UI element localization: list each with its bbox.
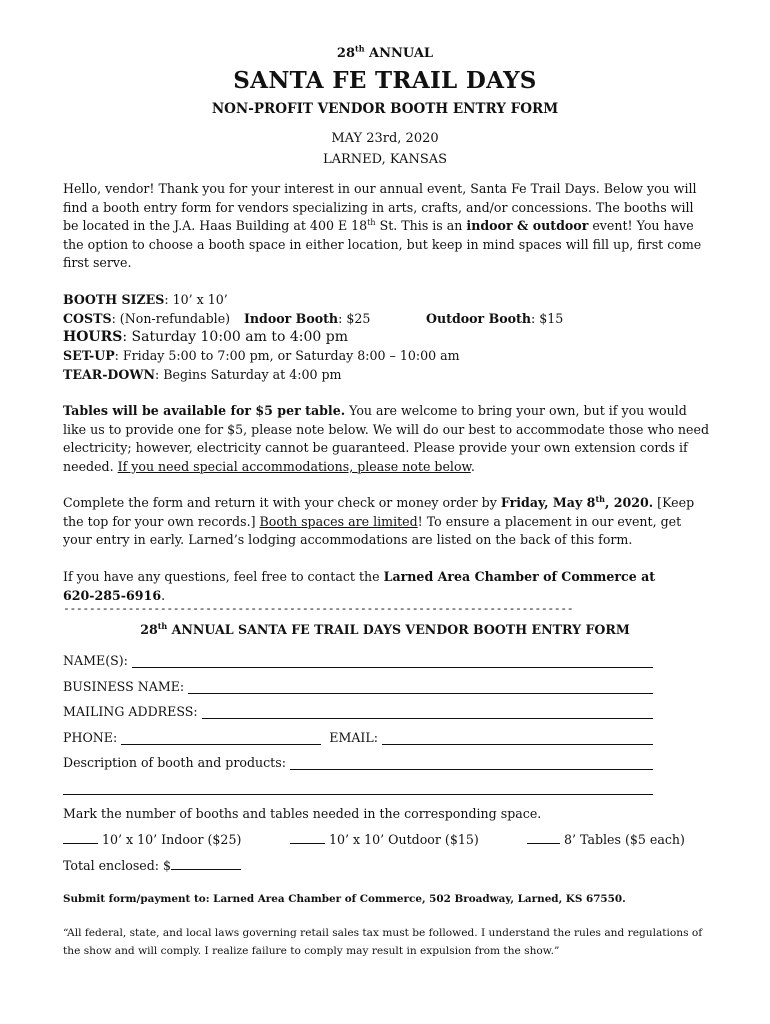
mailing-field-label: MAILING ADDRESS:	[63, 704, 198, 719]
contact-paragraph: If you have any questions, feel free to contact the Larned Area Chamber of Commerce at 620-285-6916.	[63, 569, 656, 603]
submit-instruction: Submit form/payment to: Larned Area Chamber of Commerce, 502 Broadway, Larned, KS 67550.	[63, 893, 626, 905]
indoor-cost: Indoor Booth: $25	[244, 311, 371, 326]
event-date: MAY 23rd, 2020	[331, 131, 439, 146]
setup-line: SET-UP: Friday 5:00 to 7:00 pm, or Saturday 8:00 – 10:00 am	[63, 348, 460, 363]
edition-heading: 28th ANNUAL	[336, 43, 434, 61]
phone-field[interactable]	[121, 732, 321, 745]
email-field-label: EMAIL:	[329, 730, 379, 745]
deadline-paragraph: Complete the form and return it with your check or money order by Friday, May 8th, 2020. [Keep the top for your own records.] Booth spaces are limited! To ensure a placement in our event, get your entry in early. Larned’s lodging accommodations are listed on the back of this form.	[63, 493, 695, 548]
email-field[interactable]	[382, 732, 653, 745]
cut-line-divider: -------------------------------------------------------------------------------	[63, 601, 574, 615]
phone-field-label: PHONE:	[63, 730, 118, 745]
mailing-field-row	[63, 704, 653, 719]
outdoor-cost: Outdoor Booth: $15	[426, 311, 564, 326]
description-field-continued[interactable]	[63, 780, 653, 795]
tables-quantity-field[interactable]	[527, 831, 560, 844]
description-field-row	[63, 755, 653, 770]
phone-email-row	[63, 730, 653, 745]
booth-sizes: BOOTH SIZES: 10’ x 10’	[63, 292, 228, 307]
legal-disclaimer: “All federal, state, and local laws governing retail sales tax must be followed. I understand the rules and regulations of the show and will comply. I realize failure to comply may result in expulsion from the show.”	[63, 927, 703, 957]
outdoor-option: 10’ x 10’ Outdoor ($15)	[290, 831, 479, 847]
indoor-option: 10’ x 10’ Indoor ($25)	[63, 831, 241, 847]
business-field-label: BUSINESS NAME:	[63, 679, 185, 694]
hours-line: HOURS: Saturday 10:00 am to 4:00 pm	[63, 329, 348, 345]
name-field-label: NAME(S):	[63, 653, 128, 668]
total-enclosed-field[interactable]	[171, 857, 241, 870]
tables-paragraph: Tables will be available for $5 per table. You are welcome to bring your own, but if you would like us to provide one for $5, please note below. We will do our best to accommodate those who need electricity; however, electricity cannot be guaranteed. Please provide your own extension cords if needed. If you need special accommodations, please note below.	[63, 403, 710, 474]
description-field-label: Description of booth and products:	[63, 755, 286, 770]
mailing-address-field[interactable]	[202, 706, 653, 719]
outdoor-quantity-field[interactable]	[290, 831, 325, 844]
name-field-row	[63, 653, 653, 668]
page-title: SANTA FE TRAIL DAYS	[233, 67, 537, 94]
intro-paragraph: Hello, vendor! Thank you for your interest in our annual event, Santa Fe Trail Days. Below you will find a booth entry form for vendors specializing in arts, crafts, and/or concessions. The booths will be located in the J.A. Haas Building at 400 E 18th St. This is an indoor & outdoor event! You have the option to choose a booth space in either location, but keep in mind spaces will fill up, first come first serve.	[63, 181, 702, 271]
teardown-line: TEAR-DOWN: Begins Saturday at 4:00 pm	[63, 367, 342, 382]
total-enclosed: Total enclosed: $	[63, 857, 241, 873]
description-field[interactable]	[290, 757, 653, 770]
tables-option: 8’ Tables ($5 each)	[527, 831, 685, 847]
page-subtitle: NON-PROFIT VENDOR BOOTH ENTRY FORM	[211, 101, 559, 117]
business-field-row	[63, 679, 653, 694]
form-title: 28th ANNUAL SANTA FE TRAIL DAYS VENDOR BOOTH ENTRY FORM	[140, 620, 630, 637]
business-name-field[interactable]	[188, 681, 653, 694]
indoor-quantity-field[interactable]	[63, 831, 98, 844]
name-field[interactable]	[132, 655, 653, 668]
event-location: LARNED, KANSAS	[322, 152, 448, 167]
costs-line: COSTS: (Non-refundable)	[63, 311, 231, 326]
mark-instruction: Mark the number of booths and tables needed in the corresponding space.	[63, 806, 542, 821]
